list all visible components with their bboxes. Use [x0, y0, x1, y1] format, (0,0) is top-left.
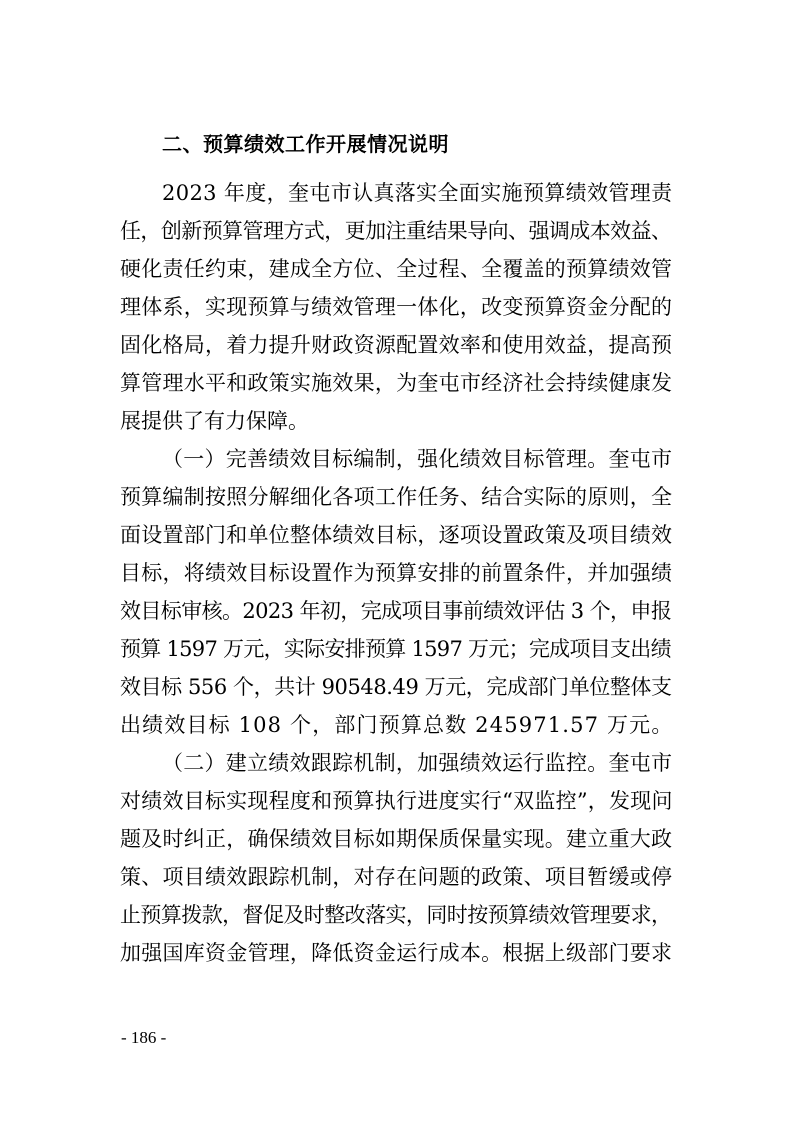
paragraph-line: 2023 年度，奎屯市认真落实全面实施预算绩效管理责 [162, 181, 673, 205]
paragraph-line: 加强国库资金管理，降低资金运行成本。根据上级部门要求 [120, 941, 673, 965]
paragraph-line: 硬化责任约束，建成全方位、全过程、全覆盖的预算绩效管 [120, 257, 673, 281]
paragraph-line: 效目标 556 个，共计 90548.49 万元，完成部门单位整体支 [120, 675, 672, 699]
paragraph-line: 面设置部门和单位整体绩效目标，逐项设置政策及项目绩效 [120, 523, 673, 547]
paragraph-line: 效目标审核。2023 年初，完成项目事前绩效评估 3 个，申报 [120, 599, 672, 623]
paragraph-line: 展提供了有力保障。 [120, 409, 309, 433]
paragraph-line: 题及时纠正，确保绩效目标如期保质保量实现。建立重大政 [120, 827, 673, 851]
paragraph-line: 目标，将绩效目标设置作为预算安排的前置条件，并加强绩 [120, 561, 673, 585]
paragraph-line: （二）建立绩效跟踪机制，加强绩效运行监控。奎屯市 [162, 751, 673, 775]
paragraph-line: 预算 1597 万元，实际安排预算 1597 万元；完成项目支出绩 [120, 637, 671, 661]
page-number: - 186 - [121, 1028, 167, 1047]
paragraph-line: 止预算拨款，督促及时整改落实，同时按预算绩效管理要求， [120, 903, 672, 927]
paragraph-line: 对绩效目标实现程度和预算执行进度实行“双监控”，发现问 [120, 789, 673, 813]
paragraph-line: 任，创新预算管理方式，更加注重结果导向、强调成本效益、 [120, 219, 672, 243]
paragraph-line: 算管理水平和政策实施效果，为奎屯市经济社会持续健康发 [120, 371, 673, 395]
paragraph-line: （一）完善绩效目标编制，强化绩效目标管理。奎屯市 [162, 447, 673, 471]
section-title: 二、预算绩效工作开展情况说明 [162, 132, 449, 156]
paragraph-line: 理体系，实现预算与绩效管理一体化，改变预算资金分配的 [120, 295, 673, 319]
paragraph-line: 固化格局，着力提升财政资源配置效率和使用效益，提高预 [120, 333, 673, 357]
paragraph-line: 策、项目绩效跟踪机制，对存在问题的政策、项目暂缓或停 [120, 865, 673, 889]
paragraph-line: 预算编制按照分解细化各项工作任务、结合实际的原则，全 [120, 485, 673, 509]
paragraph-line: 出绩效目标 108 个，部门预算总数 245971.57 万元。 [120, 713, 674, 737]
